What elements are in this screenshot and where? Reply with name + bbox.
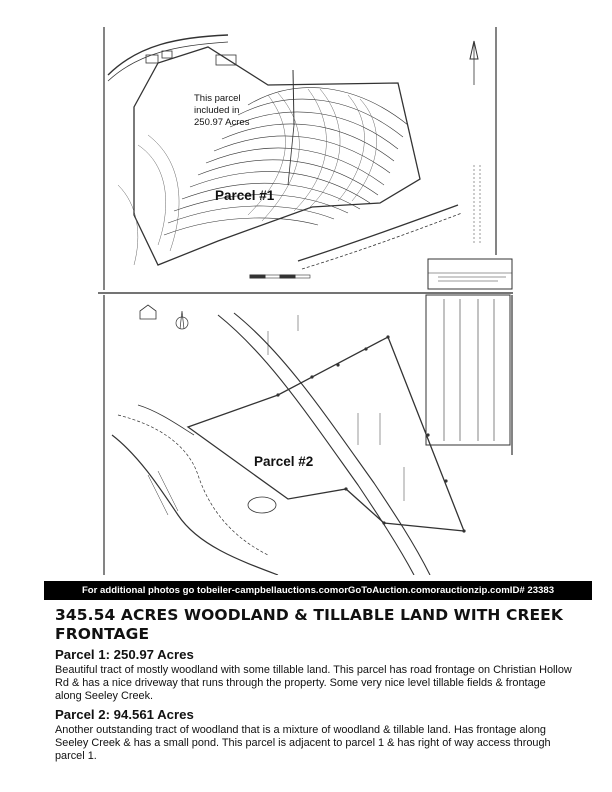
banner-link-gotoauction[interactable]: GoToAuction.com [347,585,431,596]
info-banner [44,581,592,600]
banner-link-auctionzip[interactable]: auctionzip.com [439,585,510,596]
banner-prefix: For additional photos go to [81,585,207,596]
parcel-1-note-line2: included in [194,105,240,116]
parcel-2-map [104,295,512,575]
listing-headline: 345.54 ACRES WOODLAND & TILLABLE LAND WITH CREEK FRONTAGE [55,606,563,643]
banner-or-2: or [430,585,440,596]
parcel-1-description: Beautiful tract of mostly woodland with some tillable land. This parcel has road frontage on Christian Hollow Rd & has a nice driveway that runs through the property. Some very nice level tillable fields & frontage along Seeley Creek. [55,664,572,703]
parcel-1-map [104,27,512,290]
survey-maps [98,15,513,575]
banner-auction-id: ID# 23383 [509,585,555,596]
banner-link-beiler-campbell[interactable]: beiler-campbellauctions.com [206,585,339,596]
parcel-2-description: Another outstanding tract of woodland that is a mixture of woodland & tillable land. Has frontage along Seeley Creek & has a small pond. This parcel is adjacent to parcel 1 & has right of way access through parcel 1. [55,723,551,763]
parcel-2-label: Parcel #2 [254,454,314,469]
parcel-1-label: Parcel #1 [215,188,275,203]
parcel-1-note-line3: 250.97 Acres [194,117,250,128]
parcel-2-heading: Parcel 2: 94.561 Acres [55,706,194,722]
parcel-1-note-line1: This parcel [194,93,241,104]
listing-content [55,606,575,763]
parcel-1-heading: Parcel 1: 250.97 Acres [55,647,194,662]
banner-or-1: or [338,585,348,596]
